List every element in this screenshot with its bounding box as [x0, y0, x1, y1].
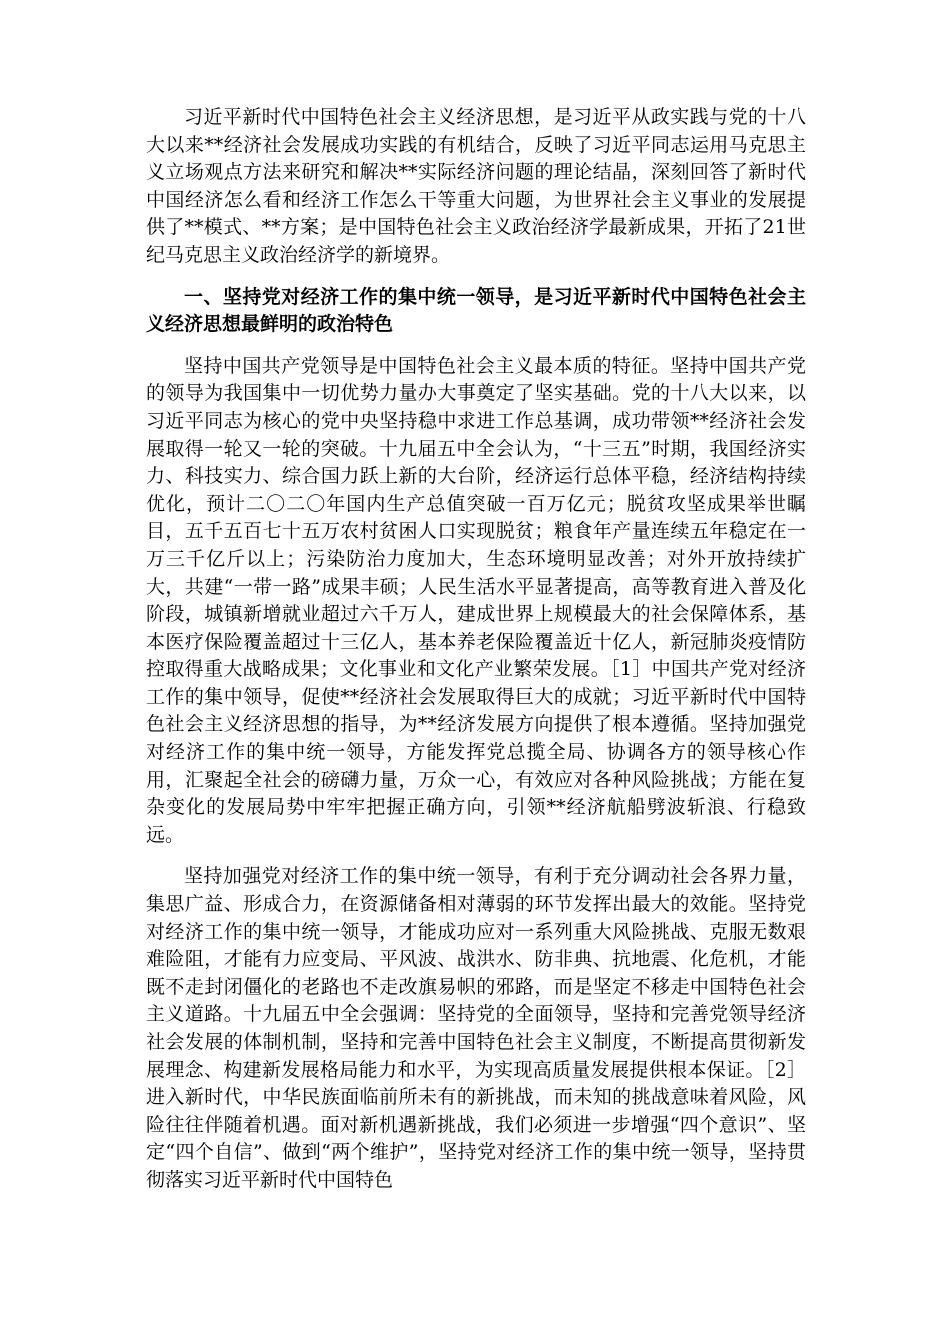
body-paragraph-2: 坚持加强党对经济工作的集中统一领导，有利于充分调动社会各界力量，集思广益、形成合力，在资源储备相对薄弱的环节发挥出最大的效能。坚持党对经济工作的集中统一领导，才能成功应对一系列重大风险挑战、克服无数艰难险阻，才能有力应变局、平风波、战洪水、防非典、抗地震、化危机，才能既不走封闭僵化的老路也不走改旗易帜的邪路，而是坚定不移走中国特色社会主义道路。十九届五中全会强调：坚持党的全面领导，坚持和完善党领导经济社会发展的体制机制，坚持和完善中国特色社会主义制度，不断提高贯彻新发展理念、构建新发展格局能力和水平，为实现高质量发展提供根本保证。［2］进入新时代，中华民族面临前所未有的新挑战，而未知的挑战意味着风险，风险往往伴随着机遇。面对新机遇新挑战，我们必须进一步增强“四个意识”、坚定“四个自信”、做到“两个维护”，坚持党对经济工作的集中统一领导，坚持贯彻落实习近平新时代中国特色: [146, 865, 806, 1191]
document-page: [146, 104, 806, 1195]
body-paragraph-1: 坚持中国共产党领导是中国特色社会主义最本质的特征。坚持中国共产党的领导为我国集中一切优势力量办大事奠定了坚实基础。党的十八大以来，以习近平同志为核心的党中央坚持稳中求进工作总基调，成功带领**经济社会发展取得一轮又一轮的突破。十九届五中全会认为，“十三五”时期，我国经济实力、科技实力、综合国力跃上新的大台阶，经济运行总体平稳，经济结构持续优化，预计二〇二〇年国内生产总值突破一百万亿元；脱贫攻坚成果举世瞩目，五千五百七十五万农村贫困人口实现脱贫；粮食年产量连续五年稳定在一万三千亿斤以上；污染防治力度加大，生态环境明显改善；对外开放持续扩大，共建“一带一路”成果丰硕；人民生活水平显著提高，高等教育进入普及化阶段，城镇新增就业超过六千万人，建成世界上规模最大的社会保障体系，基本医疗保险覆盖超过十三亿人，基本养老保险覆盖近十亿人，新冠肺炎疫情防控取得重大战略成果；文化事业和文化产业繁荣发展。［1］中国共产党对经济工作的集中领导，促使**经济社会发展取得巨大的成就；习近平新时代中国特色社会主义经济思想的指导，为**经济发展方向提供了根本遵循。坚持加强党对经济工作的集中统一领导，方能发挥党总揽全局、协调各方的领导核心作用，汇聚起全社会的磅礴力量，万众一心，有效应对各种风险挑战；方能在复杂变化的发展局势中牢牢把握正确方向，引领**经济航船劈波斩浪、行稳致远。: [146, 354, 806, 846]
intro-paragraph: 习近平新时代中国特色社会主义经济思想，是习近平从政实践与党的十八大以来**经济社会发展成功实践的有机结合，反映了习近平同志运用马克思主义立场观点方法来研究和解决**实际经济问题的理论结晶，深刻回答了新时代中国经济怎么看和经济工作怎么干等重大问题，为世界社会主义事业的发展提供了**模式、**方案；是中国特色社会主义政治经济学最新成果，开拓了21世纪马克思主义政治经济学的新境界。: [146, 106, 806, 266]
section-heading-1: 一、坚持党对经济工作的集中统一领导，是习近平新时代中国特色社会主义经济思想最鲜明的政治特色: [146, 285, 806, 336]
